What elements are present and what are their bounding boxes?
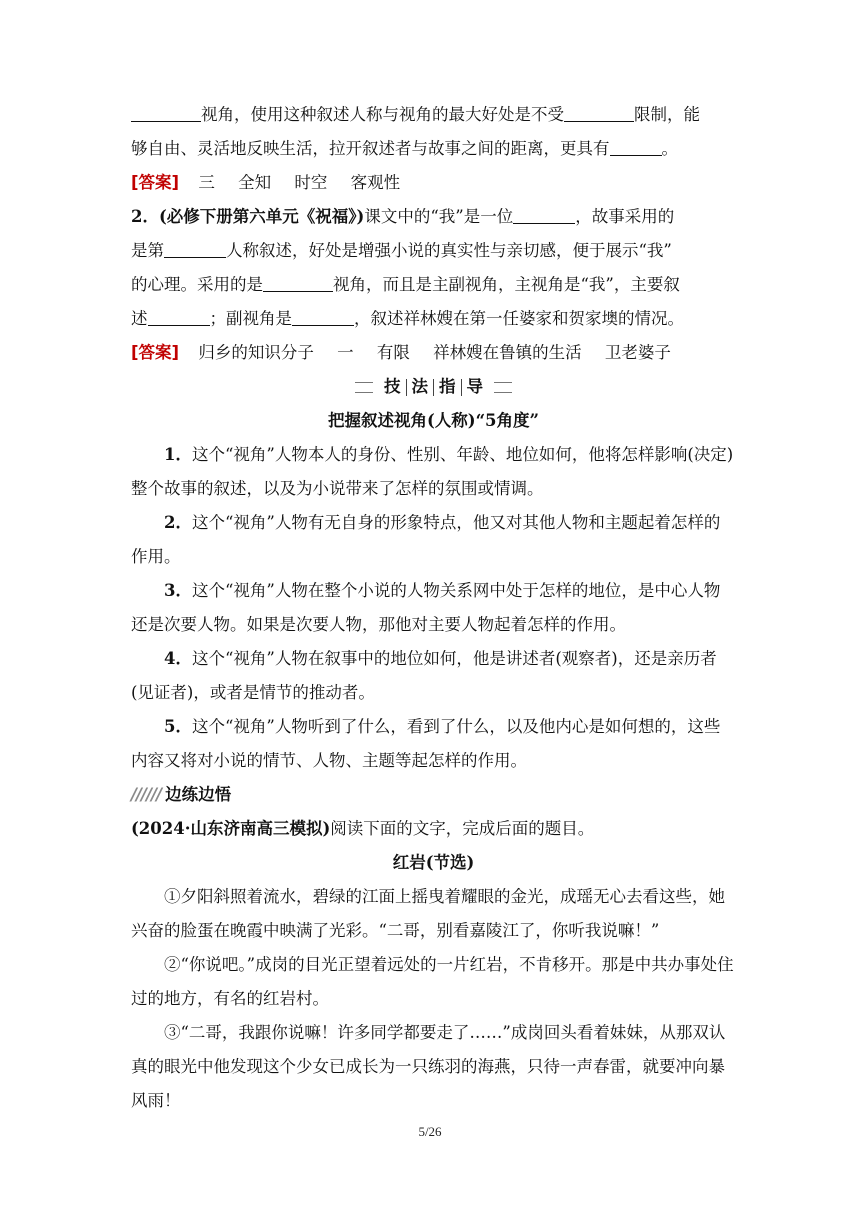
- fill-blank: [292, 307, 354, 326]
- passage-paragraph: ①夕阳斜照着流水，碧绿的江面上摇曳着耀眼的金光，成瑶无心去看这些，她兴奋的脸蛋在晚霞中映满了光彩。“二哥，别看嘉陵江了，你听我说嘛！”: [131, 887, 725, 940]
- q2-answer: [131, 336, 736, 370]
- practice-label: ////// 边练边悟: [131, 785, 232, 804]
- fill-blank: [564, 103, 634, 122]
- fill-blank: [148, 307, 210, 326]
- answer-item: 客观性: [350, 173, 401, 192]
- decor-lines-icon: [355, 382, 373, 393]
- section-title-technique: 技 法 指 导: [131, 370, 736, 404]
- method-point: 4．这个“视角”人物在叙事中的地位如何，他是讲述者(观察者)，还是亲历者(见证者)，或者是情节的推动者。: [131, 649, 717, 702]
- answer-item: 祥林嫂在鲁镇的生活: [433, 343, 582, 362]
- fill-blank: [164, 239, 226, 258]
- question-2: [131, 200, 736, 370]
- q2-source: (必修下册第六单元《祝福》): [158, 207, 365, 226]
- method-point: 3．这个“视角”人物在整个小说的人物关系网中处于怎样的地位，是中心人物还是次要人物。如果是次要人物，那他对主要人物起着怎样的作用。: [131, 581, 721, 634]
- method-points: [131, 438, 736, 778]
- answer-item: 三: [198, 173, 215, 192]
- answer-tag: [答案]: [131, 173, 180, 192]
- method-point: 5．这个“视角”人物听到了什么，看到了什么，以及他内心是如何想的，这些内容又将对小说的情节、人物、主题等起怎样的作用。: [131, 717, 721, 770]
- method-point: 1．这个“视角”人物本人的身份、性别、年龄、地位如何，他将怎样影响(决定)整个故事的叙述，以及为小说带来了怎样的氛围或情调。: [131, 445, 734, 498]
- answer-item: 全知: [238, 173, 272, 192]
- practice-instruction: (2024·山东济南高三模拟)阅读下面的文字，完成后面的题目。: [131, 819, 595, 838]
- answer-item: 时空: [294, 173, 328, 192]
- passage-title: 红岩(节选): [392, 853, 475, 872]
- method-title: 把握叙述视角(人称)“5角度”: [327, 411, 540, 430]
- answer-item: 归乡的知识分子: [198, 343, 314, 362]
- fill-blank: [131, 103, 201, 122]
- decor-lines-icon: [494, 382, 512, 393]
- answer-item: 有限: [376, 343, 410, 362]
- passage-paragraph: ②“你说吧。”成岗的目光正望着远处的一片红岩，不肯移开。那是中共办事处住过的地方，有名的红岩村。: [131, 955, 734, 1008]
- q1-line-1: 视角，使用这种叙述人称与视角的最大好处是不受 限制，能: [131, 98, 736, 132]
- q1-line-2: 够自由、灵活地反映生活，拉开叙述者与故事之间的距离，更具有 。: [131, 139, 678, 158]
- answer-item: 卫老婆子: [604, 343, 671, 362]
- q1-answer: [131, 166, 736, 200]
- answer-item: 一: [337, 343, 354, 362]
- q2-line-1: 2．(必修下册第六单元《祝福》)课文中的“我”是一位 ，故事采用的: [131, 207, 675, 226]
- fill-blank: [263, 273, 333, 292]
- fill-blank: [610, 137, 662, 156]
- answer-tag: [答案]: [131, 343, 180, 362]
- page-number: 5/26: [418, 1124, 442, 1139]
- q2-line-4: 述 ；副视角是 ，叙述祥林嫂在第一任婆家和贺家墺的情况。: [131, 309, 684, 328]
- practice-block: [131, 778, 736, 1118]
- fill-blank: [513, 205, 575, 224]
- method-point: 2．这个“视角”人物有无自身的形象特点，他又对其他人物和主题起着怎样的作用。: [131, 513, 721, 566]
- passage-paragraph: ③“二哥，我跟你说嘛！许多同学都要走了……”成岗回头看着妹妹，从那双认真的眼光中他发现这个少女已成长为一只练羽的海燕，只待一声春雷，就要冲向暴风雨！: [131, 1023, 726, 1110]
- slash-decor-icon: //////: [131, 785, 162, 804]
- q2-line-2: 是第 人称叙述，好处是增强小说的真实性与亲切感，便于展示“我”: [131, 241, 672, 260]
- section-heading: [131, 370, 736, 438]
- q2-line-3: 的心理。采用的是 视角，而且是主副视角，主视角是“我”，主要叙: [131, 275, 680, 294]
- question-1-tail: [131, 98, 736, 200]
